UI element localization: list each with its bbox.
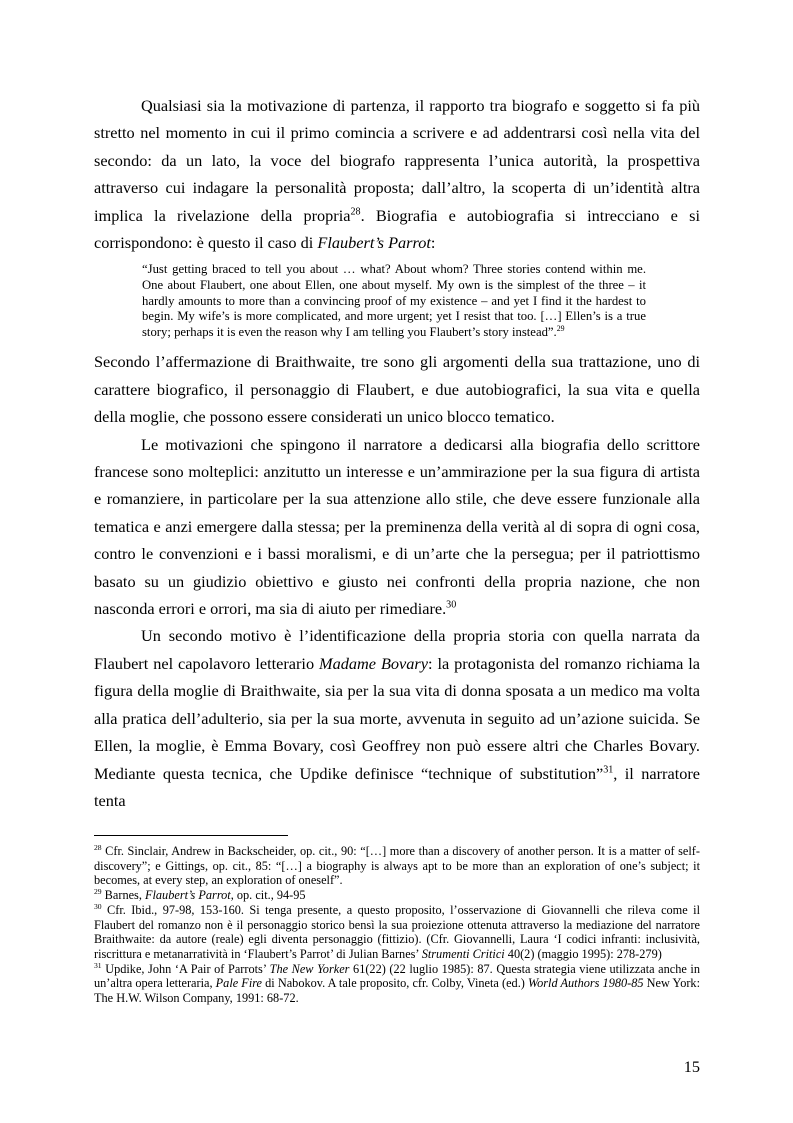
paragraph-4-text-cont: : la protagonista del romanzo richiama la figura della moglie di Braithwaite, sia per la sua vita di donna sposata a un medico ma volta alla pratica dell’adulterio, sia per la sua morte, avvenuta in seguito ad un’azione suicida. Se Ellen, la moglie, è Emma Bovary, così Geoffrey non può essere altri che Charles Bovary. Mediante questa tecnica, che Updike definisce “technique of substitution” xyxy=(94,653,701,783)
footnote-31-title-2: World Authors 1980-85 xyxy=(527,976,644,991)
paragraph-3 xyxy=(94,431,700,623)
footnote-ref-30[interactable]: 30 xyxy=(446,599,457,611)
footnote-31-text: Updike, John ‘A Pair of Parrots’ xyxy=(101,961,270,976)
footnote-31-title: Pale Fire xyxy=(215,976,263,991)
footnote-number-30: 30 xyxy=(94,901,102,911)
footnote-29-title: Flaubert’s Parrot xyxy=(144,888,231,903)
paragraph-1-text-cont: . Biografia e autobiografia si intrecciano e si corrispondono: è questo il caso di xyxy=(94,205,700,253)
paragraph-1-text: Qualsiasi sia la motivazione di partenza, il rapporto tra biografo e soggetto si fa più stretto nel momento in cui il primo comincia a scrivere e ad addentrarsi così nella vita del secondo: da un lato, la voce del biografo rappresenta l’unica autorità, la prospettiva attraverso cui indagare la personalità proposta; dall’altro, la scoperta di un’identità altra implica la rivelazione della propria xyxy=(94,96,700,225)
footnote-ref-29[interactable]: 29 xyxy=(556,323,565,333)
paragraph-4-text: Un secondo motivo è l’identificazione della propria storia con quella narrata da Flaubert nel capolavoro letterario xyxy=(94,626,700,673)
book-title-madame-bovary: Madame Bovary xyxy=(319,653,428,673)
footnote-31-text-end: New York: The H.W. Wilson Company, 1991: 68-72. xyxy=(94,976,700,1006)
footnote-number-31: 31 xyxy=(94,960,102,970)
footnote-30-text: Cfr. Ibid., 97-98, 153-160. Si tenga presente, a questo proposito, l’osservazione di Giovannelli che rileva come il Flaubert del romanzo non è il personaggio storico bensì la sua proiezione ottenuta attraverso la mediazione del narratore Braithwaite: da autore (reale) egli diventa personaggio (fittizio). (Cfr. Giovannelli, Laura ‘I codici infranti: inclusività, riscrittura e metanarratività in ‘Flaubert’s Parrot’ di Julian Barnes’ xyxy=(94,902,700,961)
book-title-flauberts-parrot: Flaubert’s Parrot xyxy=(317,233,431,253)
footnote-30-journal: Strumenti Critici xyxy=(421,946,505,961)
footnote-ref-31[interactable]: 31 xyxy=(603,764,614,776)
paragraph-4-text-end: , il narratore tenta xyxy=(94,763,701,810)
page-number: 15 xyxy=(683,1057,700,1076)
footnote-28 xyxy=(94,844,700,888)
footnote-31-journal: The New Yorker xyxy=(269,961,350,976)
footnote-number-28: 28 xyxy=(94,842,102,852)
paragraph-3-text: Le motivazioni che spingono il narratore a dedicarsi alla biografia dello scrittore francese sono molteplici: anzitutto un interesse e un’ammirazione per la sua figura di artista e romanziere, in particolare per la sua attenzione allo stile, che deve essere funzionale alla tematica e anzi emergere dalla stessa; per la preminenza della verità al di sopra di ogni cosa, contro le convenzioni e i bassi moralismi, e di un’arte che la persegua; per il patriottismo basato su un giudizio obiettivo e giusto nei confronti della propria nazione, che non nasconda errori e orrori, ma sia di aiuto per rimediare. xyxy=(94,434,700,619)
paragraph-2: Secondo l’affermazione di Braithwaite, tre sono gli argomenti della sua trattazione, uno di carattere biografico, il personaggio di Flaubert, e due autobiografici, la sua vita e quella della moglie, che possono essere considerati un unico blocco tematico. xyxy=(94,352,700,427)
footnote-31 xyxy=(94,962,700,1006)
footnotes xyxy=(94,844,700,1006)
footnote-29 xyxy=(94,888,700,903)
block-quote xyxy=(142,262,646,340)
footnote-31-text-cont: 61(22) (22 luglio 1985): 87. Questa strategia viene utilizzata anche in un’altra opera letteraria, xyxy=(94,961,700,991)
paragraph-1 xyxy=(94,92,700,256)
footnote-30 xyxy=(94,903,700,962)
footnote-30-text-cont: 40(2) (maggio 1995): 278-279) xyxy=(504,946,662,961)
footnote-number-29: 29 xyxy=(94,887,102,897)
footnote-separator xyxy=(94,835,288,836)
block-quote-text: “Just getting braced to tell you about … what? About whom? Three stories contend within me. One about Flaubert, one about Ellen, one about myself. My own is the simplest of the three – it hardly amounts to more than a convincing proof of my existence – and yet I find it the hardest to begin. My wife’s is more complicated, and more urgent; yet I resist that too. […] Ellen’s is a true story; perhaps it is even the reason why I am telling you Flaubert’s story instead”. xyxy=(142,262,646,339)
footnote-29-text: Barnes, xyxy=(101,888,145,903)
footnote-ref-28[interactable]: 28 xyxy=(350,206,361,218)
footnote-31-text-cont-2: di Nabokov. A tale proposito, cfr. Colby, Vineta (ed.) xyxy=(262,976,528,991)
paragraph-1-colon: : xyxy=(430,233,436,253)
footnote-29-text-cont: , op. cit., 94-95 xyxy=(230,888,306,903)
paragraph-4 xyxy=(94,622,700,814)
body-text xyxy=(94,92,700,814)
footnote-28-text: Cfr. Sinclair, Andrew in Backscheider, op. cit., 90: “[…] more than a discovery of another person. It is a matter of self-discovery”; e Gittings, op. cit., 85: “[…] a biography is always apt to be more than an exploration of one’s subject; it becomes, at every step, an exploration of oneself”. xyxy=(94,844,700,888)
